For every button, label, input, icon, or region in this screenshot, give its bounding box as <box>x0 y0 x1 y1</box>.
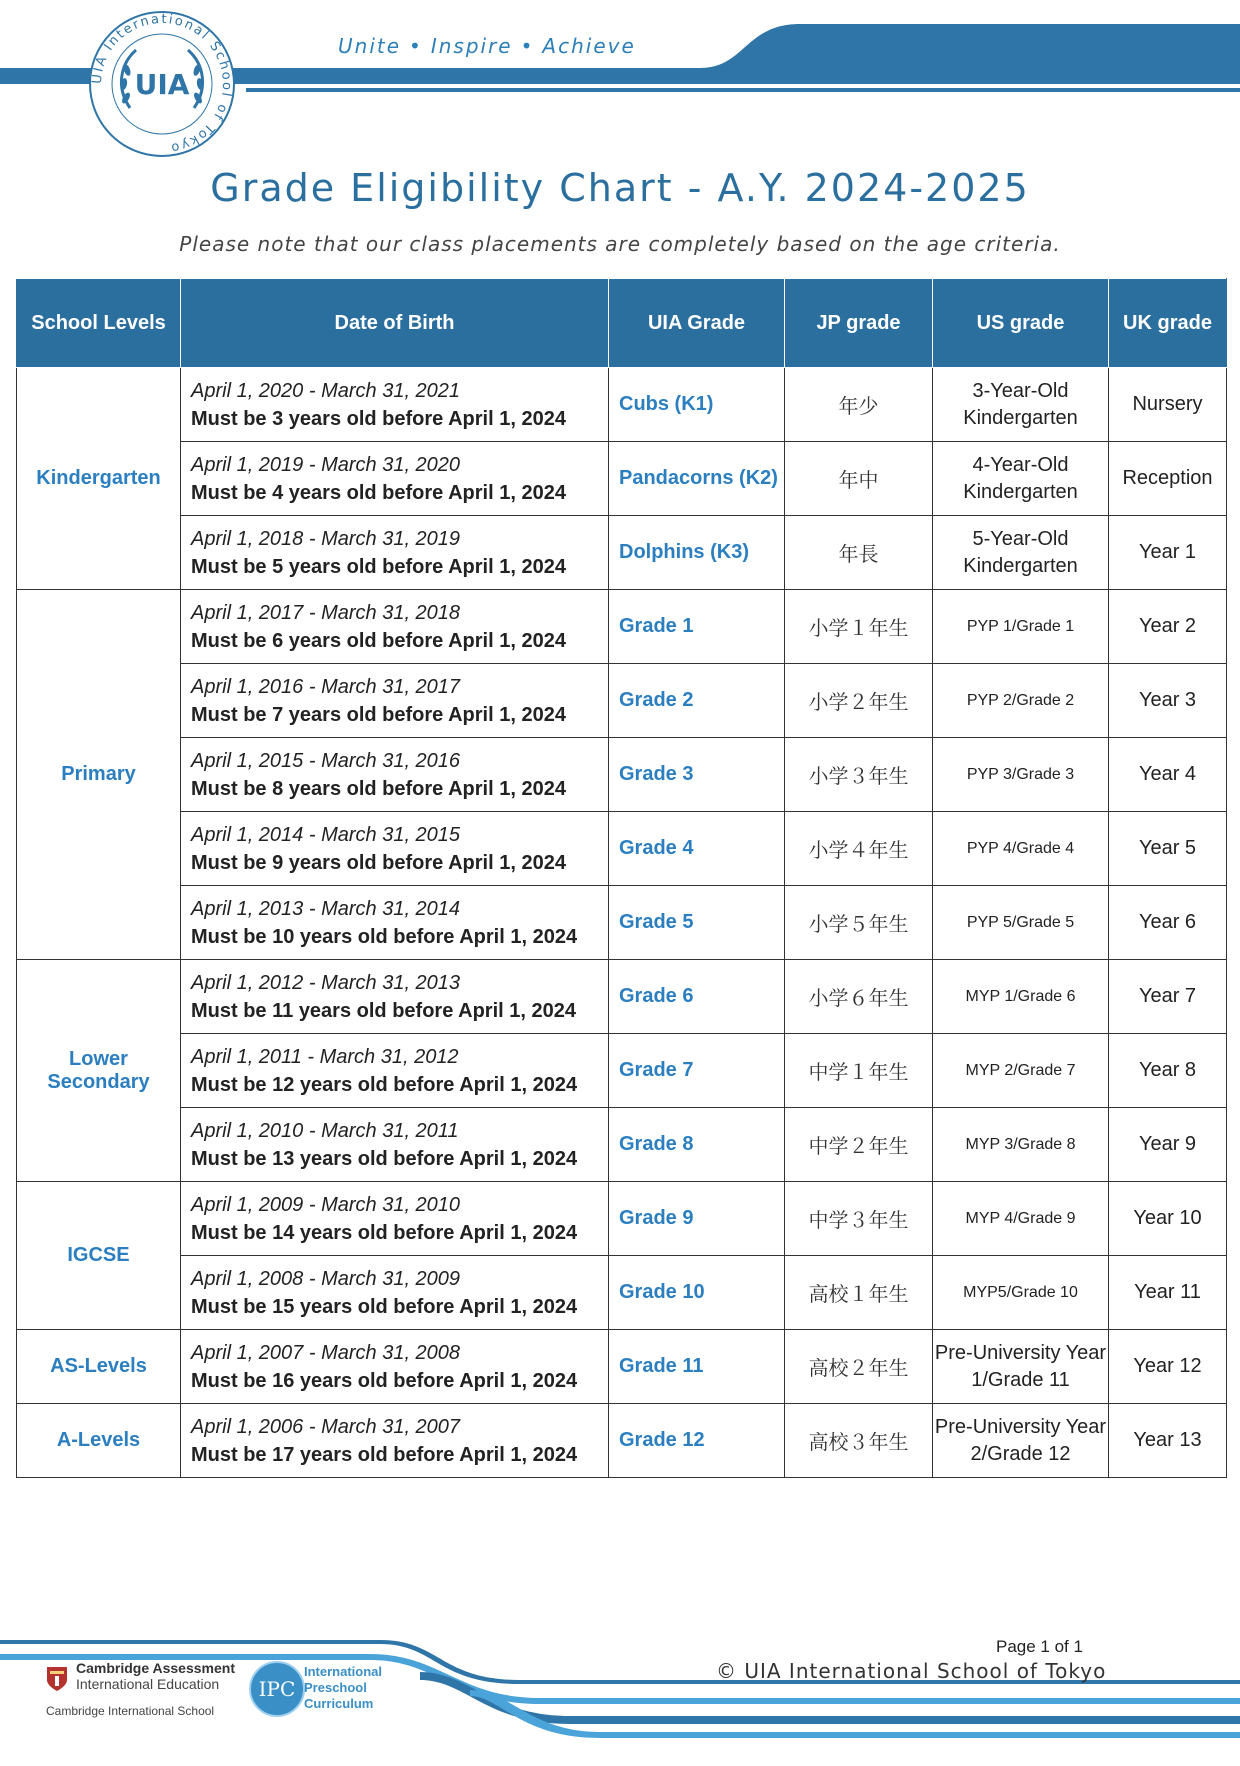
dob-age-rule: Must be 12 years old before April 1, 2024 <box>191 1073 578 1096</box>
uia-grade-cell: Grade 10 <box>609 1256 785 1330</box>
header-us-grade: US grade <box>933 279 1109 368</box>
dob-age-rule: Must be 11 years old before April 1, 2024 <box>191 999 576 1022</box>
jp-grade-cell: 年中 <box>785 442 933 516</box>
dob-age-rule: Must be 7 years old before April 1, 2024 <box>191 703 566 726</box>
ipc-line-3: Curriculum <box>304 1696 374 1711</box>
logo-text: UIA <box>134 68 190 101</box>
cambridge-line-3: Cambridge International School <box>46 1704 215 1718</box>
dob-age-rule: Must be 10 years old before April 1, 2024 <box>191 925 578 948</box>
school-logo <box>86 8 238 160</box>
date-of-birth-cell <box>181 738 609 812</box>
table-row <box>17 886 1227 960</box>
uk-grade-cell: Year 9 <box>1109 1108 1227 1182</box>
us-grade-cell: 3-Year-Old Kindergarten <box>933 368 1109 442</box>
date-of-birth-cell <box>181 1182 609 1256</box>
tagline <box>338 34 636 58</box>
jp-grade-cell: 小学６年生 <box>785 960 933 1034</box>
dob-age-rule: Must be 3 years old before April 1, 2024 <box>191 407 566 430</box>
uk-grade-cell: Year 8 <box>1109 1034 1227 1108</box>
uk-grade-cell: Year 7 <box>1109 960 1227 1034</box>
ipc-circle-icon <box>248 1660 306 1718</box>
header-uk-grade: UK grade <box>1109 279 1227 368</box>
uk-grade-cell: Year 11 <box>1109 1256 1227 1330</box>
uk-grade-cell: Year 1 <box>1109 516 1227 590</box>
table-row <box>17 590 1227 664</box>
table-row <box>17 1108 1227 1182</box>
jp-grade-cell: 小学４年生 <box>785 812 933 886</box>
uk-grade-cell: Year 6 <box>1109 886 1227 960</box>
ipc-line-1: International <box>304 1664 383 1679</box>
school-level-cell: IGCSE <box>17 1182 181 1330</box>
dob-range: April 1, 2015 - March 31, 2016 <box>191 749 461 772</box>
uk-grade-cell: Year 5 <box>1109 812 1227 886</box>
header-date-of-birth: Date of Birth <box>181 279 609 368</box>
page-title: Grade Eligibility Chart - A.Y. 2024-2025 <box>210 166 1030 210</box>
dob-range: April 1, 2012 - March 31, 2013 <box>191 971 461 994</box>
dob-range: April 1, 2006 - March 31, 2007 <box>191 1415 461 1438</box>
uk-grade-cell: Year 3 <box>1109 664 1227 738</box>
dob-range: April 1, 2018 - March 31, 2019 <box>191 527 461 550</box>
uia-grade-cell: Grade 7 <box>609 1034 785 1108</box>
school-level-cell: Primary <box>17 590 181 960</box>
date-of-birth-cell <box>181 1330 609 1404</box>
table-row <box>17 1404 1227 1478</box>
dob-age-rule: Must be 16 years old before April 1, 2024 <box>191 1369 578 1392</box>
table-row <box>17 664 1227 738</box>
us-grade-cell: MYP 2/Grade 7 <box>933 1034 1109 1108</box>
table-row <box>17 442 1227 516</box>
school-level-cell: A-Levels <box>17 1404 181 1478</box>
school-level-cell: Kindergarten <box>17 368 181 590</box>
school-level-cell: Lower Secondary <box>17 960 181 1182</box>
dob-age-rule: Must be 6 years old before April 1, 2024 <box>191 629 566 652</box>
jp-grade-cell: 年長 <box>785 516 933 590</box>
dob-range: April 1, 2014 - March 31, 2015 <box>191 823 461 846</box>
uia-grade-cell: Grade 4 <box>609 812 785 886</box>
logo-ring-text: UIA International School of Tokyo <box>89 11 235 156</box>
header-school-levels: School Levels <box>17 279 181 368</box>
uia-grade-cell: Grade 6 <box>609 960 785 1034</box>
table-header-row <box>17 279 1227 368</box>
dob-age-rule: Must be 5 years old before April 1, 2024 <box>191 555 566 578</box>
date-of-birth-cell <box>181 1404 609 1478</box>
uia-grade-cell: Grade 12 <box>609 1404 785 1478</box>
us-grade-cell: PYP 2/Grade 2 <box>933 664 1109 738</box>
dob-range: April 1, 2020 - March 31, 2021 <box>191 379 461 402</box>
uia-grade-cell: Grade 1 <box>609 590 785 664</box>
ipc-line-2: Preschool <box>304 1680 367 1695</box>
jp-grade-cell: 高校３年生 <box>785 1404 933 1478</box>
table-row <box>17 1182 1227 1256</box>
header-jp-grade: JP grade <box>785 279 933 368</box>
us-grade-cell: MYP 4/Grade 9 <box>933 1182 1109 1256</box>
dob-age-rule: Must be 17 years old before April 1, 2024 <box>191 1443 578 1466</box>
tagline-word-1: Unite <box>338 34 402 58</box>
uia-grade-cell: Grade 11 <box>609 1330 785 1404</box>
us-grade-cell: PYP 5/Grade 5 <box>933 886 1109 960</box>
dob-age-rule: Must be 8 years old before April 1, 2024 <box>191 777 566 800</box>
ipc-text <box>304 1664 382 1712</box>
dob-range: April 1, 2008 - March 31, 2009 <box>191 1267 461 1290</box>
tagline-word-2: Inspire <box>430 34 513 58</box>
us-grade-cell: MYP 3/Grade 8 <box>933 1108 1109 1182</box>
table-row <box>17 1330 1227 1404</box>
jp-grade-cell: 中学１年生 <box>785 1034 933 1108</box>
dob-range: April 1, 2011 - March 31, 2012 <box>191 1045 459 1068</box>
uia-grade-cell: Dolphins (K3) <box>609 516 785 590</box>
header-uia-grade: UIA Grade <box>609 279 785 368</box>
ipc-mark: IPC <box>258 1677 296 1701</box>
cambridge-line-2: International Education <box>76 1676 220 1692</box>
uk-grade-cell: Year 10 <box>1109 1182 1227 1256</box>
ipc-logo <box>248 1660 408 1724</box>
dob-age-rule: Must be 15 years old before April 1, 2024 <box>191 1295 578 1318</box>
uk-grade-cell: Year 2 <box>1109 590 1227 664</box>
date-of-birth-cell <box>181 886 609 960</box>
us-grade-cell: PYP 3/Grade 3 <box>933 738 1109 812</box>
uia-grade-cell: Pandacorns (K2) <box>609 442 785 516</box>
jp-grade-cell: 中学３年生 <box>785 1182 933 1256</box>
dob-range: April 1, 2017 - March 31, 2018 <box>191 601 461 624</box>
date-of-birth-cell <box>181 1108 609 1182</box>
uk-grade-cell: Year 13 <box>1109 1404 1227 1478</box>
table-row <box>17 1034 1227 1108</box>
dob-range: April 1, 2016 - March 31, 2017 <box>191 675 461 698</box>
uia-grade-cell: Grade 3 <box>609 738 785 812</box>
jp-grade-cell: 小学１年生 <box>785 590 933 664</box>
uia-grade-cell: Cubs (K1) <box>609 368 785 442</box>
dob-range: April 1, 2010 - March 31, 2011 <box>191 1119 459 1142</box>
dob-age-rule: Must be 4 years old before April 1, 2024 <box>191 481 566 504</box>
uk-grade-cell: Year 12 <box>1109 1330 1227 1404</box>
table-row <box>17 738 1227 812</box>
dob-range: April 1, 2007 - March 31, 2008 <box>191 1341 461 1364</box>
dob-age-rule: Must be 14 years old before April 1, 2024 <box>191 1221 578 1244</box>
dob-range: April 1, 2013 - March 31, 2014 <box>191 897 461 920</box>
tagline-separator: • <box>520 34 535 58</box>
uia-grade-cell: Grade 5 <box>609 886 785 960</box>
date-of-birth-cell <box>181 812 609 886</box>
jp-grade-cell: 年少 <box>785 368 933 442</box>
school-level-cell: AS-Levels <box>17 1330 181 1404</box>
shield-icon <box>46 1666 68 1692</box>
date-of-birth-cell <box>181 1034 609 1108</box>
page-subtitle: Please note that our class placements are completely based on the age criteria. <box>179 232 1061 256</box>
us-grade-cell: MYP 1/Grade 6 <box>933 960 1109 1034</box>
table-row <box>17 516 1227 590</box>
jp-grade-cell: 高校１年生 <box>785 1256 933 1330</box>
jp-grade-cell: 高校２年生 <box>785 1330 933 1404</box>
us-grade-cell: PYP 1/Grade 1 <box>933 590 1109 664</box>
uia-grade-cell: Grade 2 <box>609 664 785 738</box>
us-grade-cell: Pre-University Year 2/Grade 12 <box>933 1404 1109 1478</box>
dob-range: April 1, 2009 - March 31, 2010 <box>191 1193 461 1216</box>
date-of-birth-cell <box>181 1256 609 1330</box>
jp-grade-cell: 小学３年生 <box>785 738 933 812</box>
jp-grade-cell: 小学２年生 <box>785 664 933 738</box>
dob-age-rule: Must be 13 years old before April 1, 2024 <box>191 1147 578 1170</box>
cambridge-line-1: Cambridge Assessment <box>76 1660 235 1676</box>
dob-range: April 1, 2019 - March 31, 2020 <box>191 453 461 476</box>
table-row <box>17 812 1227 886</box>
table-body <box>17 368 1227 1478</box>
uia-grade-cell: Grade 9 <box>609 1182 785 1256</box>
jp-grade-cell: 小学５年生 <box>785 886 933 960</box>
grade-eligibility-table <box>16 278 1227 1478</box>
uia-grade-cell: Grade 8 <box>609 1108 785 1182</box>
date-of-birth-cell <box>181 442 609 516</box>
table-row <box>17 960 1227 1034</box>
us-grade-cell: 5-Year-Old Kindergarten <box>933 516 1109 590</box>
us-grade-cell: Pre-University Year 1/Grade 11 <box>933 1330 1109 1404</box>
date-of-birth-cell <box>181 590 609 664</box>
dob-age-rule: Must be 9 years old before April 1, 2024 <box>191 851 566 874</box>
copyright: © UIA International School of Tokyo <box>716 1659 1107 1683</box>
date-of-birth-cell <box>181 516 609 590</box>
uk-grade-cell: Nursery <box>1109 368 1227 442</box>
us-grade-cell: 4-Year-Old Kindergarten <box>933 442 1109 516</box>
date-of-birth-cell <box>181 664 609 738</box>
date-of-birth-cell <box>181 960 609 1034</box>
jp-grade-cell: 中学２年生 <box>785 1108 933 1182</box>
tagline-separator: • <box>409 34 423 58</box>
table-row <box>17 1256 1227 1330</box>
tagline-word-3: Achieve <box>542 34 636 58</box>
page-number: Page 1 of 1 <box>996 1637 1083 1656</box>
us-grade-cell: MYP5/Grade 10 <box>933 1256 1109 1330</box>
us-grade-cell: PYP 4/Grade 4 <box>933 812 1109 886</box>
uk-grade-cell: Reception <box>1109 442 1227 516</box>
uk-grade-cell: Year 4 <box>1109 738 1227 812</box>
table-row <box>17 368 1227 442</box>
date-of-birth-cell <box>181 368 609 442</box>
